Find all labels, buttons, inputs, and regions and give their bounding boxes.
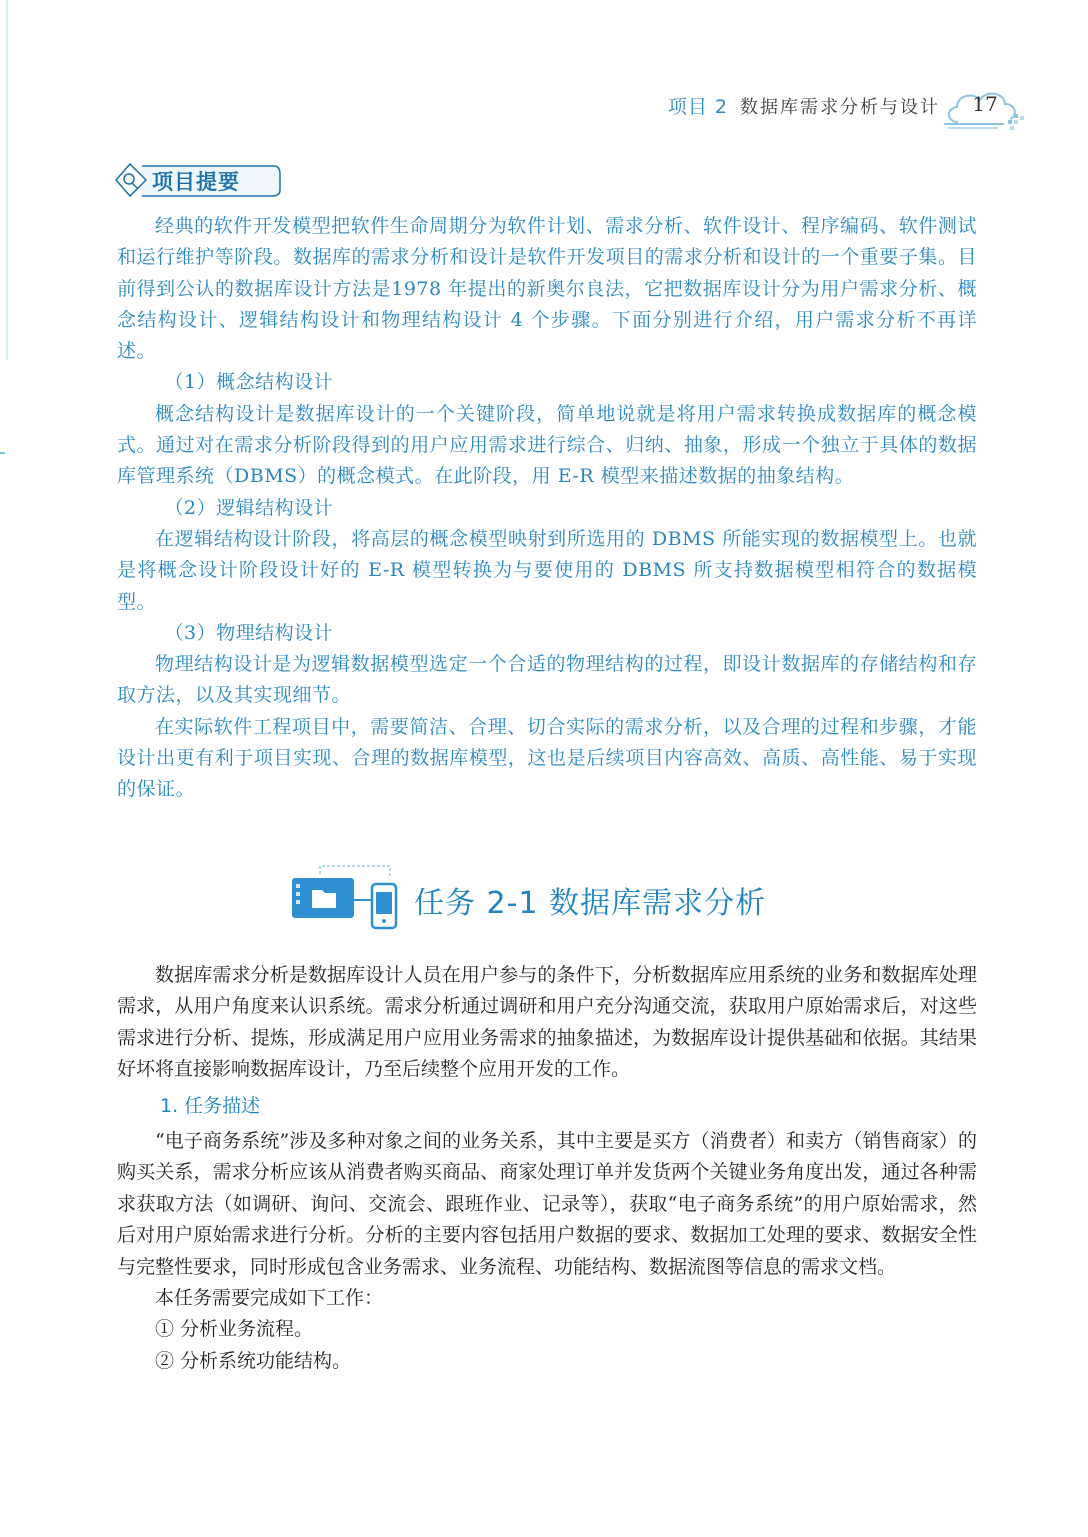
summary-paragraph: 经典的软件开发模型把软件生命周期分为软件计划、需求分析、软件设计、程序编码、软件测试和运行维护等阶段。数据库的需求分析和设计是软件开发项目的需求分析和设计的一个重要子集。目前得到公认的数据库设计方法是1978 年提出的新奥尔良法，它把数据库设计分为用户需求分析、概念结构设计、逻辑结构设计和物理结构设计 4 个步骤。下面分别进行介绍，用户需求分析不再详述。 <box>117 215 977 363</box>
folder-phone-icon <box>290 862 410 934</box>
summary-paragraph: 在实际软件工程项目中，需要简洁、合理、切合实际的需求分析，以及合理的过程和步骤，才能设计出更有利于项目实现、合理的数据库模型，这也是后续项目内容高效、高质、高性能、易于实现的保证。 <box>117 715 977 801</box>
page-number: 17 <box>972 92 998 116</box>
edge-line <box>6 0 8 360</box>
edge-tick <box>0 452 5 454</box>
summary-paragraph: 在逻辑结构设计阶段，将高层的概念模型映射到所选用的 DBMS 所能实现的数据模型上。也就是将概念设计阶段设计好的 E-R 模型转换为与要使用的 DBMS 所支持数据模型相符合的数据模型。 <box>117 527 977 613</box>
summary-paragraph: 物理结构设计是为逻辑数据模型选定一个合适的物理结构的过程，即设计数据库的存储结构和存取方法，以及其实现细节。 <box>117 653 977 707</box>
subheading-conceptual: （1）概念结构设计 <box>164 371 334 394</box>
summary-text <box>117 211 977 806</box>
summary-paragraph: 概念结构设计是数据库设计的一个关键阶段，简单地说就是将用户需求转换成数据库的概念模式。通过对在需求分析阶段得到的用户应用需求进行综合、归纳、抽象，形成一个独立于具体的数据库管理系统（DBMS）的概念模式。在此阶段，用 E-R 模型来描述数据的抽象结构。 <box>117 402 977 488</box>
section-heading: 1. 任务描述 <box>160 1095 261 1117</box>
list-item: ② 分析系统功能结构。 <box>155 1349 352 1372</box>
running-header <box>508 86 1028 130</box>
section-paragraph: “电子商务系统”涉及多种对象之间的业务关系，其中主要是买方（消费者）和卖方（销售商家）的购买关系，需求分析应该从消费者购买商品、商家处理订单并发货两个关键业务角度出发，通过各种需求获取方法（如调研、询问、交流会、跟班作业、记录等），获取“电子商务系统”的用户原始需求，然后对用户原始需求进行分析。分析的主要内容包括用户数据的要求、数据加工处理的要求、数据安全性与完整性要求，同时形成包含业务需求、业务流程、功能结构、数据流图等信息的需求文档。 <box>117 1130 977 1278</box>
task-banner <box>290 862 850 934</box>
list-item: ① 分析业务流程。 <box>155 1318 314 1341</box>
tag-label: 项目提要 <box>152 170 240 194</box>
header-project: 项目 2 <box>667 96 728 118</box>
header-title: 数据库需求分析与设计 <box>740 97 940 118</box>
section-paragraph: 本任务需要完成如下工作： <box>155 1287 384 1310</box>
task-title: 任务 2-1 数据库需求分析 <box>414 886 767 921</box>
section-tag <box>112 160 282 200</box>
intro-paragraph: 数据库需求分析是数据库设计人员在用户参与的条件下，分析数据库应用系统的业务和数据库处理需求，从用户角度来认识系统。需求分析通过调研和用户充分沟通交流，获取用户原始需求后，对这些需求进行分析、提炼，形成满足用户应用业务需求的抽象描述，为数据库设计提供基础和依据。其结果好坏将直接影响数据库设计，乃至后续整个应用开发的工作。 <box>117 964 977 1081</box>
intro-text <box>117 960 977 1086</box>
section-text <box>117 1126 977 1377</box>
subheading-physical: （3）物理结构设计 <box>164 621 334 644</box>
subheading-logical: （2）逻辑结构设计 <box>164 496 334 519</box>
